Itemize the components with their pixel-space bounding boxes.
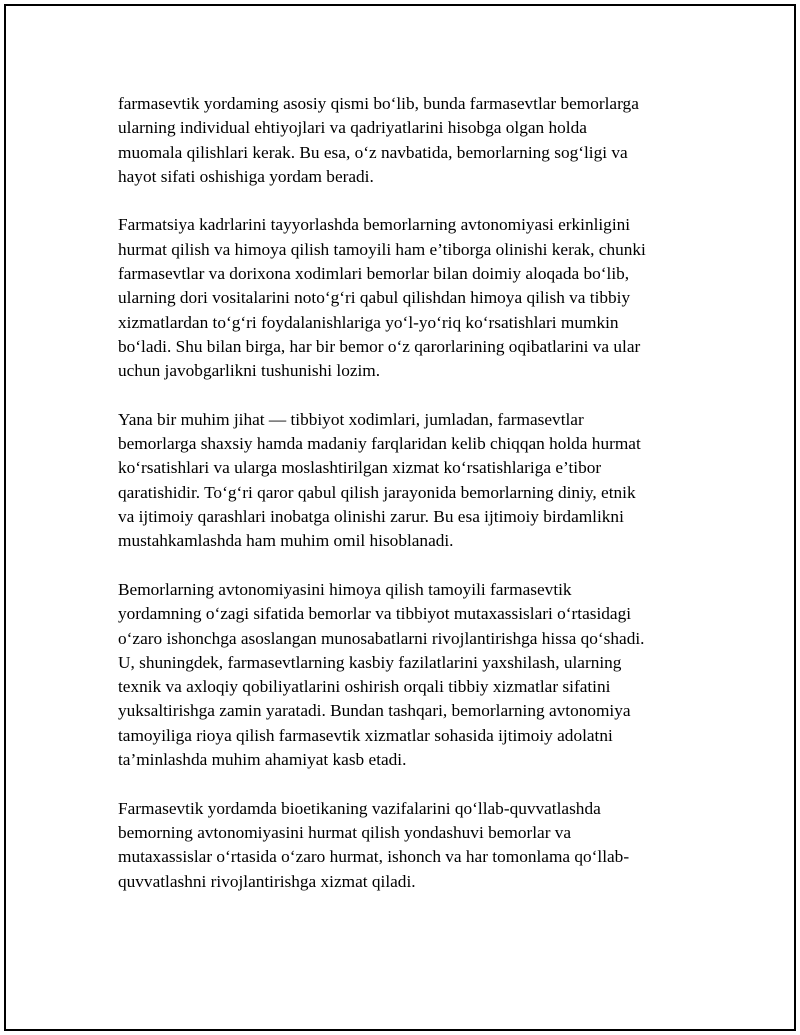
paragraph-2: Farmatsiya kadrlarini tayyorlashda bemorlarning avtonomiyasi erkinligini hurmat qilish va himoya qilish tamoyili ham e’tiborga olinishi kerak, chunki farmasevtlar va dorixona xodimlari bemorlar bilan doimiy aloqada bo‘lib, ularning dori vositalarini noto‘g‘ri qabul qilishdan himoya qilish va tibbiy xizmatlardan to‘g‘ri foydalanishlariga yo‘l-yo‘riq ko‘rsatishlari mumkin bo‘ladi. Shu bilan birga, har bir bemor o‘z qarorlarining oqibatlarini va ular uchun javobgarlikni tushunishi lozim. (118, 215, 646, 381)
paragraph-4: Bemorlarning avtonomiyasini himoya qilish tamoyili farmasevtik yordamning o‘zagi sifatida bemorlar va tibbiyot mutaxassislari o‘rtasidagi o‘zaro ishonchga asoslangan munosabatlarni rivojlantirishga hissa qo‘shadi. U, shuningdek, farmasevtlarning kasbiy fazilatlarini yaxshilash, ularning texnik va axloqiy qobiliyatlarini oshirish orqali tibbiy xizmatlar sifatini yuksaltirishga zamin yaratadi. Bundan tashqari, bemorlarning avtonomiya tamoyiliga rioya qilish farmasevtik xizmatlar sohasida ijtimoiy adolatni ta’minlashda muhim ahamiyat kasb etadi. (118, 579, 645, 770)
paragraph-5: Farmasevtik yordamda bioetikaning vazifalarini qo‘llab-quvvatlashda bemorning avtonomiyasini hurmat qilish yondashuvi bemorlar va mutaxassislar o‘rtasida o‘zaro hurmat, ishonch va har tomonlama qo‘llab- quvvatlashni rivojlantirishga xizmat qiladi. (118, 798, 630, 891)
paragraph-1: farmasevtik yordaming asosiy qismi bo‘lib, bunda farmasevtlar bemorlarga ularning individual ehtiyojlari va qadriyatlarini hisobga olgan holda muomala qilishlari kerak. Bu esa, o‘z navbatida, bemorlarning sog‘ligi va hayot sifati oshishiga yordam beradi. (118, 94, 639, 186)
paragraph-3: Yana bir muhim jihat — tibbiyot xodimlari, jumladan, farmasevtlar bemorlarga shaxsiy hamda madaniy farqlaridan kelib chiqqan holda hurmat ko‘rsatishlari va ularga moslashtirilgan xizmat ko‘rsatishlariga e’tibor qaratishidir. To‘g‘ri qaror qabul qilish jarayonida bemorlarning diniy, etnik va ijtimoiy qarashlari inobatga olinishi zarur. Bu esa ijtimoiy birdamlikni mustahkamlashda ham muhim omil hisoblanadi. (118, 409, 641, 551)
document-body (118, 92, 688, 894)
